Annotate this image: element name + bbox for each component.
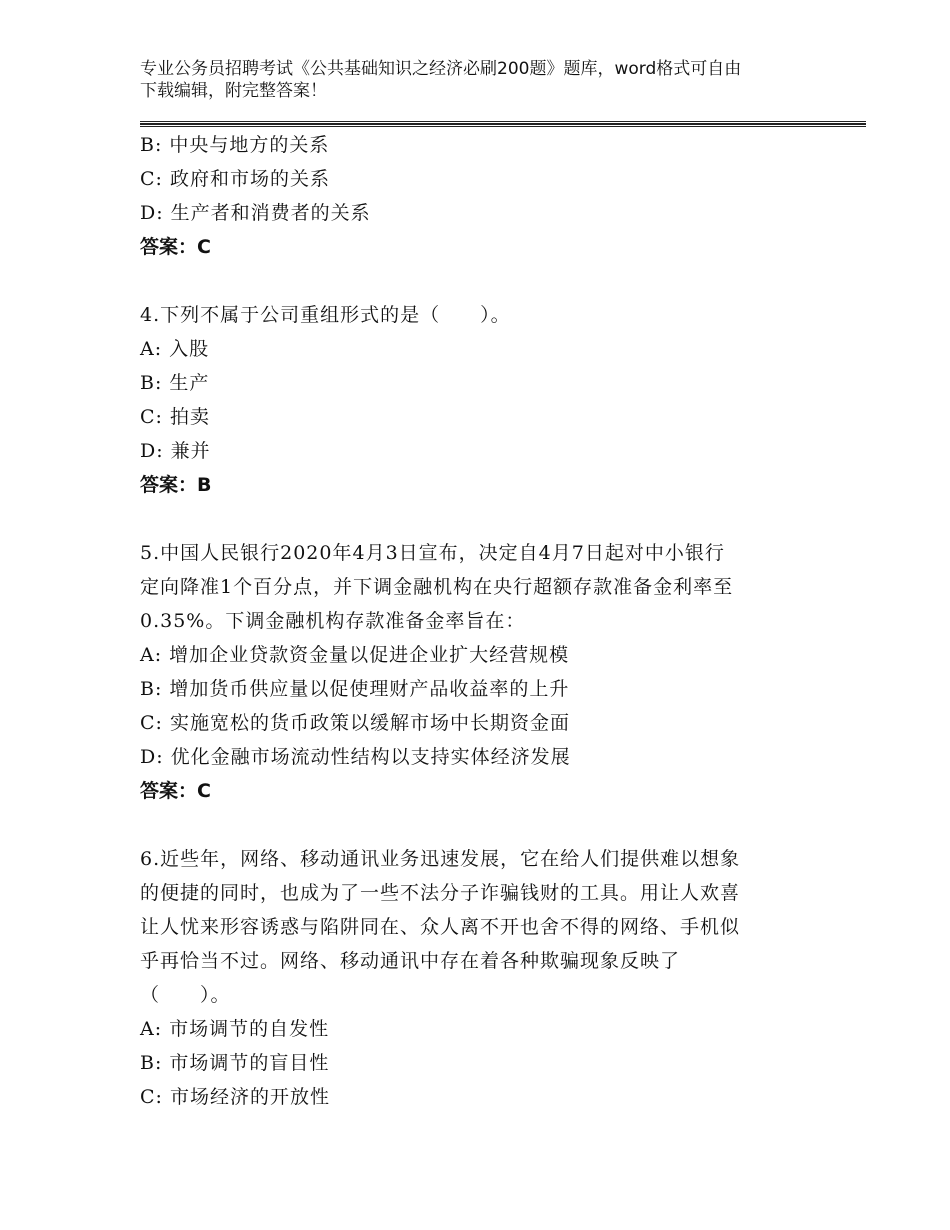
- q5-stem-line: 0.35%。下调金融机构存款准备金率旨在：: [140, 610, 526, 632]
- q6-stem-line: 让人忧来形容诱惑与陷阱同在、众人离不开也舍不得的网络、手机似: [140, 916, 741, 938]
- q4-option-c: C: 拍卖: [140, 406, 210, 428]
- q3-option-d: D: 生产者和消费者的关系: [140, 202, 371, 224]
- q6-stem-line: 的便捷的同时，也成为了一些不法分子诈骗钱财的工具。用让人欢喜: [140, 882, 741, 904]
- header-divider-middle: [140, 123, 866, 125]
- question-3-tail: [140, 128, 820, 264]
- q5-answer: 答案：C: [140, 780, 211, 802]
- q4-option-a: A: 入股: [140, 338, 210, 360]
- q3-option-b: B: 中央与地方的关系: [140, 134, 330, 156]
- document-body: [140, 128, 820, 1114]
- q5-option-c: C: 实施宽松的货币政策以缓解市场中长期资金面: [140, 712, 570, 734]
- q5-option-a: A: 增加企业贷款资金量以促进企业扩大经营规模: [140, 644, 570, 666]
- q5-stem: [140, 536, 820, 638]
- q5-option-d: D: 优化金融市场流动性结构以支持实体经济发展: [140, 746, 571, 768]
- q5-stem-line: 定向降准1个百分点，并下调金融机构在央行超额存款准备金利率至: [140, 576, 734, 598]
- q6-stem-line: 乎再恰当不过。网络、移动通讯中存在着各种欺骗现象反映了: [140, 950, 681, 972]
- q5-option-b: B: 增加货币供应量以促使理财产品收益率的上升: [140, 678, 570, 700]
- header-line-2: 下载编辑，附完整答案！: [140, 81, 327, 101]
- page-header: [140, 58, 810, 102]
- q6-stem-line: 6.近些年，网络、移动通讯业务迅速发展，它在给人们提供难以想象: [140, 848, 741, 870]
- q4-option-b: B: 生产: [140, 372, 210, 394]
- q6-stem-line: （ ）。: [140, 984, 231, 1006]
- spacer: [140, 502, 820, 536]
- header-divider-top: [140, 121, 866, 122]
- q3-answer: 答案：C: [140, 236, 211, 258]
- spacer: [140, 264, 820, 298]
- question-5: [140, 536, 820, 808]
- header-divider-bottom: [140, 126, 866, 127]
- q6-stem: [140, 842, 820, 1012]
- q6-option-b: B: 市场调节的盲目性: [140, 1052, 330, 1074]
- q3-option-c: C: 政府和市场的关系: [140, 168, 330, 190]
- q4-answer: 答案：B: [140, 474, 212, 496]
- spacer: [140, 808, 820, 842]
- q5-stem-line: 5.中国人民银行2020年4月3日宣布，决定自4月7日起对中小银行: [140, 542, 725, 564]
- q6-option-c: C: 市场经济的开放性: [140, 1086, 330, 1108]
- q4-option-d: D: 兼并: [140, 440, 211, 462]
- q4-stem: 4.下列不属于公司重组形式的是（ ）。: [140, 304, 511, 326]
- question-4: [140, 298, 820, 502]
- q6-option-a: A: 市场调节的自发性: [140, 1018, 330, 1040]
- question-6: [140, 842, 820, 1114]
- header-line-1: 专业公务员招聘考试《公共基础知识之经济必刷200题》题库，word格式可自由: [140, 59, 742, 79]
